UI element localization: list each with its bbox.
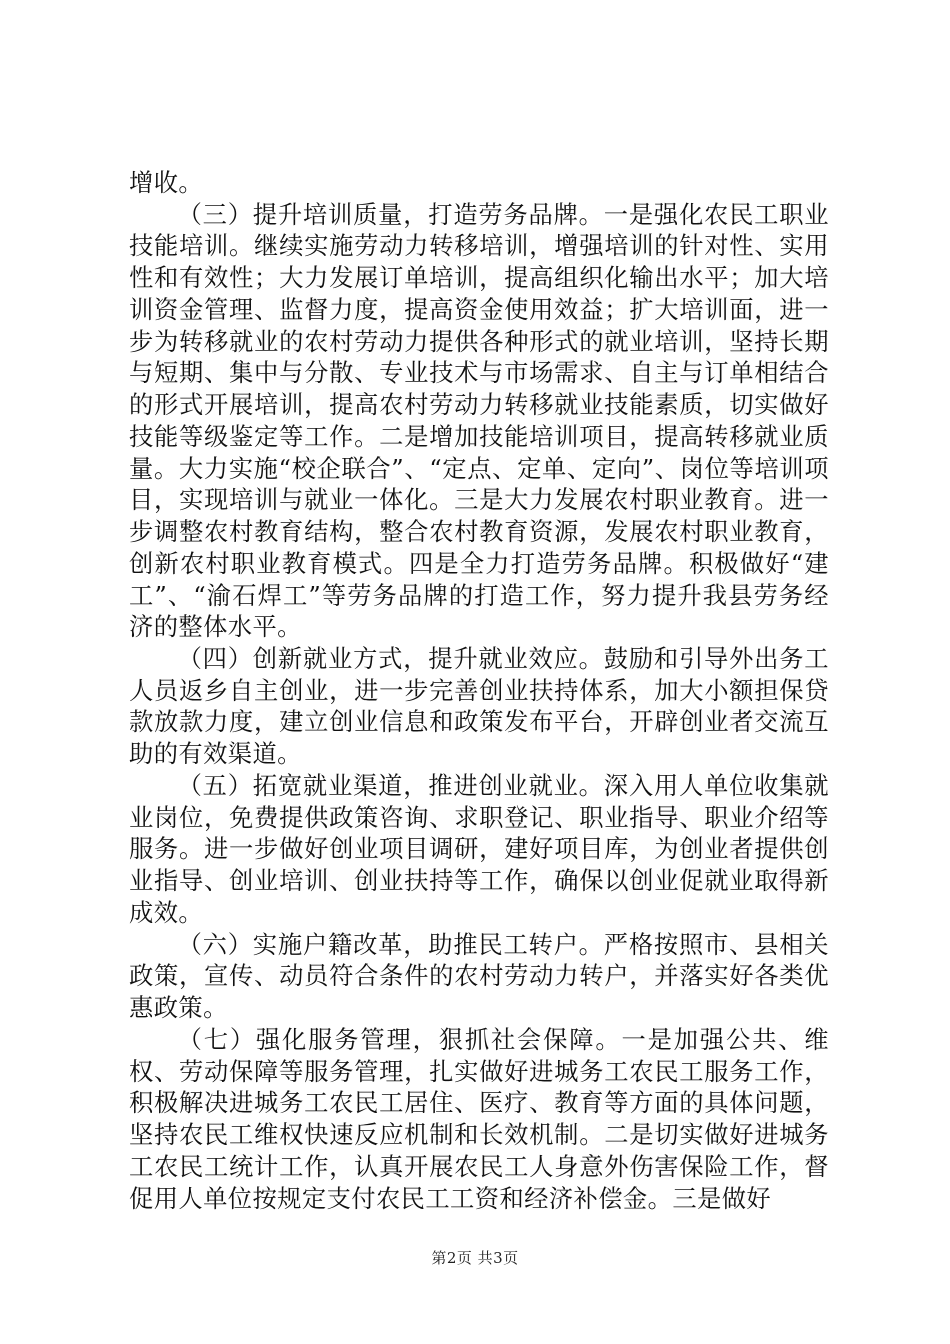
paragraph-section-5: （五）拓宽就业渠道，推进创业就业。深入用人单位收集就业岗位，免费提供政策咨询、求职登记、职业指导、职业介绍等服务。进一步做好创业项目调研，建好项目库，为创业者提供创业指导、创业培训、创业扶持等工作，确保以创业促就业取得新成效。: [129, 770, 829, 927]
paragraph-section-7: （七）强化服务管理，狠抓社会保障。一是加强公共、维权、劳动保障等服务管理，扎实做好进城务工农民工服务工作，积极解决进城务工农民工居住、医疗、教育等方面的具体问题，坚持农民工维权快速反应机制和长效机制。二是切实做好进城务工农民工统计工作，认真开展农民工人身意外伤害保险工作，督促用人单位按规定支付农民工工资和经济补偿金。三是做好: [129, 1024, 829, 1213]
body-text: [129, 167, 829, 1214]
paragraph-section-4: （四）创新就业方式，提升就业效应。鼓励和引导外出务工人员返乡自主创业，进一步完善创业扶持体系，加大小额担保贷款放款力度，建立创业信息和政策发布平台，开辟创业者交流互助的有效渠道。: [129, 644, 829, 769]
paragraph-continuation: 增收。: [129, 168, 204, 197]
page-footer: 第2页 共3页: [431, 1249, 519, 1267]
paragraph-section-6: （六）实施户籍改革，助推民工转户。严格按照市、县相关政策，宣传、动员符合条件的农村劳动力转户，并落实好各类优惠政策。: [129, 929, 829, 1023]
paragraph-section-3: （三）提升培训质量，打造劳务品牌。一是强化农民工职业技能培训。继续实施劳动力转移培训，增强培训的针对性、实用性和有效性；大力发展订单培训，提高组织化输出水平；加大培训资金管理、监督力度，提高资金使用效益；扩大培训面，进一步为转移就业的农村劳动力提供各种形式的就业培训，坚持长期与短期、集中与分散、专业技术与市场需求、自主与订单相结合的形式开展培训，提高农村劳动力转移就业技能素质，切实做好技能等级鉴定等工作。二是增加技能培训项目，提高转移就业质量。大力实施“校企联合”、“定点、定单、定向”、岗位等培训项目，实现培训与就业一体化。三是大力发展农村职业教育。进一步调整农村教育结构，整合农村教育资源，发展农村职业教育，创新农村职业教育模式。四是全力打造劳务品牌。积极做好“建工”、“渝石焊工”等劳务品牌的打造工作，努力提升我县劳务经济的整体水平。: [129, 199, 829, 642]
